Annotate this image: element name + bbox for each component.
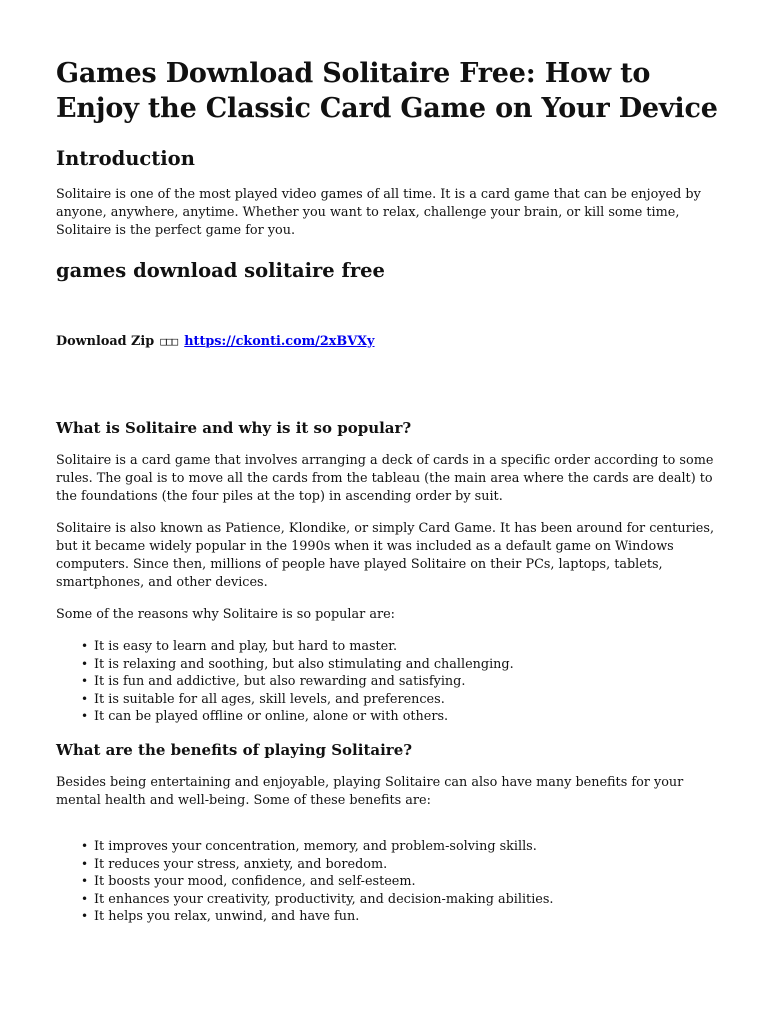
list-item-text: It reduces your stress, anxiety, and boredom. [94,856,388,872]
list-item-text: It is suitable for all ages, skill levels, and preferences. [94,691,445,707]
bullet-icon: • [81,691,89,706]
download-link[interactable]: https://ckonti.com/2xBVXy [184,334,375,349]
download-label: Download Zip [56,334,155,349]
list-item-text: It can be played offline or online, alone or with others. [94,709,449,725]
list-item-text: It is fun and addictive, but also rewarding and satisfying. [94,674,466,690]
list-item [81,656,720,674]
list-item-text: It boosts your mood, confidence, and self-esteem. [94,874,416,890]
introduction-heading: Introduction [56,147,195,170]
benefits-intro-paragraph: Besides being entertaining and enjoyable, playing Solitaire can also have many benefits for your mental health and well-being. Some of these benefits are: [56,774,684,808]
what-is-paragraph-2: Solitaire is also known as Patience, Klondike, or simply Card Game. It has been around for centuries, but it became widely popular in the 1990s when it was included as a default game on Windows computers. Since then, millions of people have played Solitaire on their PCs, laptops, tablets, smartphones, and other devices. [56,521,715,590]
what-is-paragraph-1: Solitaire is a card game that involves arranging a deck of cards in a specific order according to some rules. The goal is to move all the cards from the tableau (the main area where the cards are dealt) to the foundations (the four piles at the top) in ascending order by suit. [56,453,714,504]
list-item [81,891,720,909]
bullet-icon: • [81,639,89,653]
introduction-paragraph: Solitaire is one of the most played video games of all time. It is a card game that can be enjoyed by anyone, anywhere, anytime. Whether you want to relax, challenge your brain, or kill some time, Solitaire is the perfect game for you. [56,187,701,238]
list-item [81,638,720,656]
bullet-icon: • [81,909,89,924]
bullet-icon: • [81,838,89,853]
arrows-icon: □□□ [160,335,178,348]
reasons-list [56,638,720,726]
bullet-icon: • [81,709,89,724]
bullet-icon: • [81,674,89,689]
list-item [81,838,720,856]
what-is-paragraph-3: Some of the reasons why Solitaire is so popular are: [56,607,395,622]
download-line [56,333,720,351]
list-item-text: It is relaxing and soothing, but also stimulating and challenging. [94,656,514,672]
list-item [81,673,720,691]
what-is-heading: What is Solitaire and why is it so popular? [56,419,412,437]
bullet-icon: • [81,856,89,871]
list-item [81,708,720,726]
list-item [81,873,720,891]
list-item-text: It is easy to learn and play, but hard to master. [94,639,398,654]
bullet-icon: • [81,891,89,906]
page-title: Games Download Solitaire Free: How to Enjoy the Classic Card Game on Your Device [56,58,718,124]
benefits-list [56,838,720,926]
bullet-icon: • [81,874,89,889]
bullet-icon: • [81,656,89,671]
list-item [81,856,720,874]
list-item-text: It helps you relax, unwind, and have fun. [94,909,360,925]
list-item-text: It enhances your creativity, productivity, and decision-making abilities. [94,891,554,907]
list-item-text: It improves your concentration, memory, and problem-solving skills. [94,838,537,854]
benefits-heading: What are the benefits of playing Solitaire? [56,740,413,759]
list-item [81,908,720,926]
list-item [81,691,720,709]
keyword-heading: games download solitaire free [56,259,385,282]
